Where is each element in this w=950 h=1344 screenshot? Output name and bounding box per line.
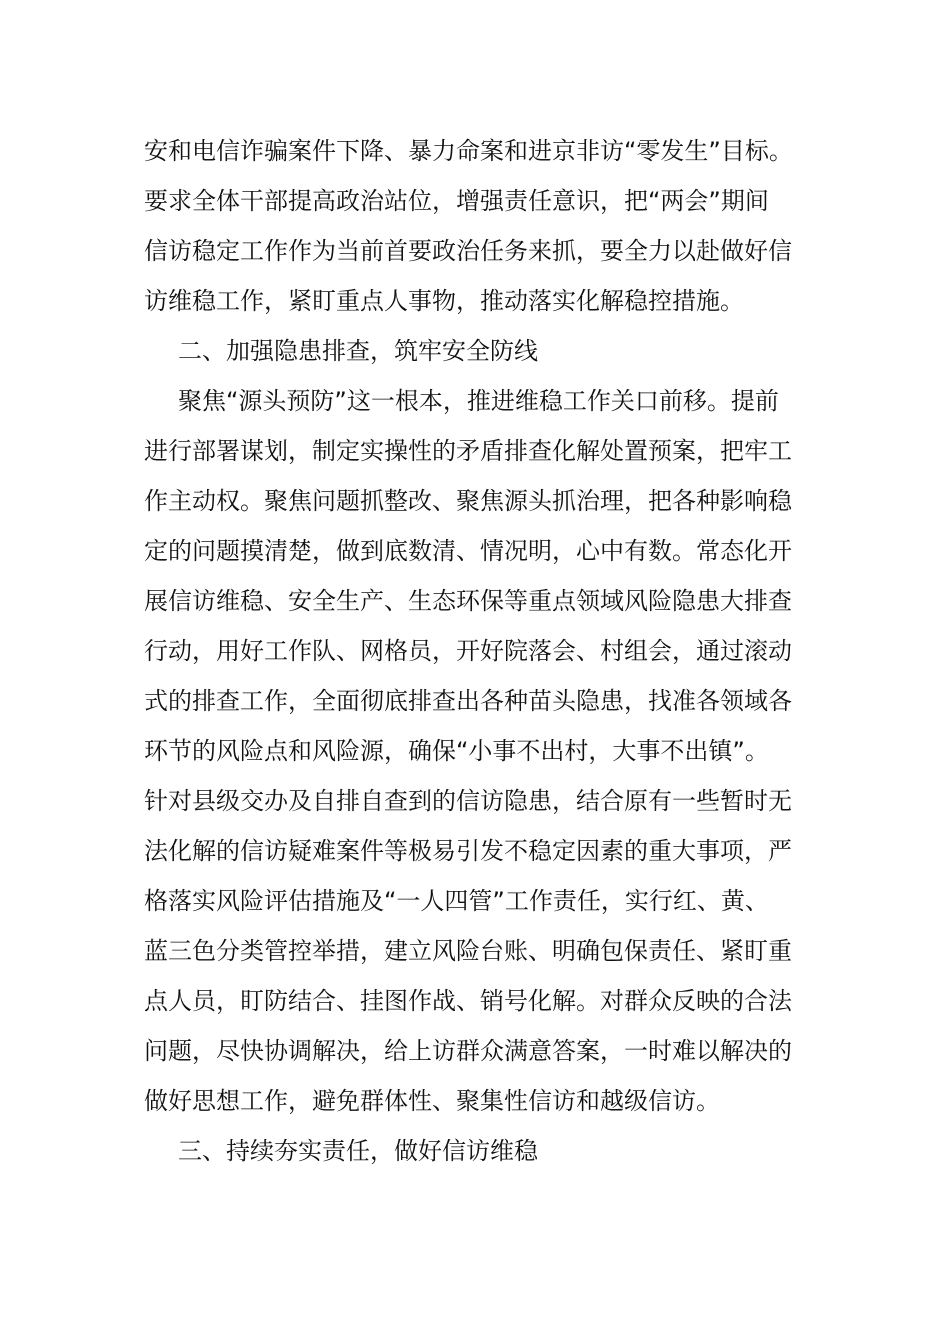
paragraph-line: 访维稳工作，紧盯重点人事物，推动落实化解稳控措施。 bbox=[144, 287, 744, 315]
paragraph-line: 格落实风险评估措施及“一人四管”工作责任，实行红、黄、 bbox=[144, 887, 769, 915]
section-heading-3: 三、持续夯实责任，做好信访维稳 bbox=[178, 1137, 538, 1165]
paragraph-line: 作主动权。聚焦问题抓整改、聚焦源头抓治理，把各种影响稳 bbox=[144, 487, 792, 515]
paragraph-line: 环节的风险点和风险源，确保“小事不出村，大事不出镇”。 bbox=[144, 737, 769, 765]
paragraph-line: 行动，用好工作队、网格员，开好院落会、村组会，通过滚动 bbox=[144, 637, 792, 665]
paragraph-line: 进行部署谋划，制定实操性的矛盾排查化解处置预案，把牢工 bbox=[144, 437, 792, 465]
paragraph-line: 法化解的信访疑难案件等极易引发不稳定因素的重大事项，严 bbox=[144, 837, 792, 865]
paragraph-line: 定的问题摸清楚，做到底数清、情况明，心中有数。常态化开 bbox=[144, 537, 792, 565]
paragraph-line: 问题，尽快协调解决，给上访群众满意答案，一时难以解决的 bbox=[144, 1037, 792, 1065]
document-body bbox=[144, 126, 814, 1176]
paragraph-line: 针对县级交办及自排自查到的信访隐患，结合原有一些暂时无 bbox=[144, 787, 792, 815]
paragraph-line: 点人员，盯防结合、挂图作战、销号化解。对群众反映的合法 bbox=[144, 987, 792, 1015]
paragraph-line: 聚焦“源头预防”这一根本，推进维稳工作关口前移。提前 bbox=[178, 387, 779, 415]
paragraph-line: 展信访维稳、安全生产、生态环保等重点领域风险隐患大排查 bbox=[144, 587, 792, 615]
paragraph-line: 安和电信诈骗案件下降、暴力命案和进京非访“零发生”目标。 bbox=[144, 137, 793, 165]
paragraph-line: 蓝三色分类管控举措，建立风险台账、明确包保责任、紧盯重 bbox=[144, 937, 792, 965]
paragraph-line: 式的排查工作，全面彻底排查出各种苗头隐患，找准各领域各 bbox=[144, 687, 792, 715]
paragraph-line: 信访稳定工作作为当前首要政治任务来抓，要全力以赴做好信 bbox=[144, 237, 792, 265]
paragraph-line: 做好思想工作，避免群体性、聚集性信访和越级信访。 bbox=[144, 1087, 720, 1115]
section-heading-2: 二、加强隐患排查，筑牢安全防线 bbox=[178, 337, 538, 365]
paragraph-line: 要求全体干部提高政治站位，增强责任意识，把“两会”期间 bbox=[144, 187, 769, 215]
